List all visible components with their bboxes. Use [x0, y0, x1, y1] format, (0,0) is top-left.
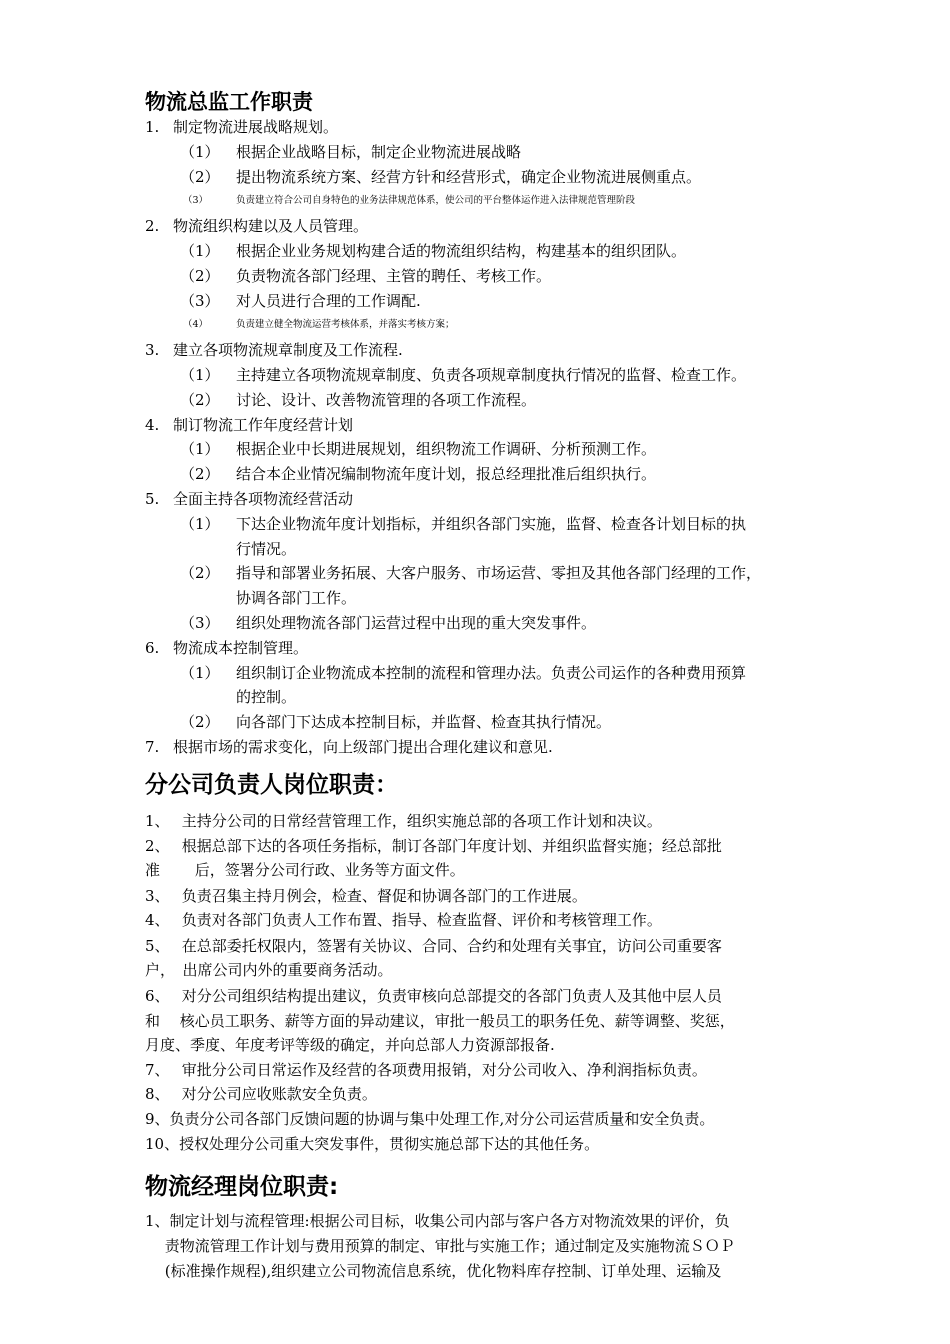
item-text: 制订物流工作年度经营计划 [173, 415, 354, 434]
duty-line: 8、 对分公司应收账款安全负责。 [145, 1085, 377, 1103]
duty-line: 4、 负责对各部门负责人工作布置、指导、检查监督、评价和考核管理工作。 [145, 911, 662, 929]
sub-item-text: 根据企业业务规划构建合适的物流组织结构，构建基本的组织团队。 [236, 242, 687, 260]
sub-item-number: （3） [180, 291, 220, 310]
duty-line: 准 后，签署分公司行政、业务等方面文件。 [145, 861, 465, 879]
sub-item-text: 组织制订企业物流成本控制的流程和管理办法。负责公司运作的各种费用预算 [236, 663, 747, 682]
sub-item-number: （1） [180, 514, 220, 533]
sub-item-number: （4） [183, 319, 209, 331]
duty-line: 2、 根据总部下达的各项任务指标，制订各部门年度计划、并组织监督实施；经总部批 [145, 837, 722, 855]
duty-line: 和 核心员工职务、薪等方面的异动建议，审批一般员工的职务任免、薪等调整、奖惩， [145, 1012, 735, 1030]
item-text: 制定物流进展战略规划。 [173, 118, 339, 136]
sub-item-text: 负责物流各部门经理、主管的聘任、考核工作。 [236, 266, 552, 285]
item-text: 物流成本控制管理。 [173, 638, 309, 657]
sub-item-number: （2） [180, 167, 220, 186]
sub-item-text: 的控制。 [236, 688, 297, 707]
sub-item-text: 讨论、设计、改善物流管理的各项工作流程。 [236, 390, 537, 409]
sub-item-text: 对人员进行合理的工作调配. [236, 291, 421, 310]
item-number: 5. [145, 490, 160, 508]
duty-line: 1、制定计划与流程管理:根据公司目标，收集公司内部与客户各方对物流效果的评价，负 [145, 1212, 730, 1230]
sub-item-text: 下达企业物流年度计划指标，并组织各部门实施，监督、检查各计划目标的执 [236, 514, 747, 533]
duty-line: 月度、季度、年度考评等级的确定，并向总部人力资源部报备. [145, 1036, 555, 1054]
item-text: 建立各项物流规章制度及工作流程. [173, 341, 403, 360]
item-text: 根据市场的需求变化，向上级部门提出合理化建议和意见. [173, 738, 553, 756]
sub-item-number: （1） [180, 366, 220, 384]
duty-line: 6、 对分公司组织结构提出建议，负责审核向总部提交的各部门负责人及其他中层人员 [145, 987, 722, 1005]
sub-item-text: 结合本企业情况编制物流年度计划，报总经理批准后组织执行。 [236, 465, 657, 484]
sub-item-number: （1） [180, 242, 220, 260]
item-text: 物流组织构建以及人员管理。 [173, 217, 369, 236]
duty-line: 9、负责分公司各部门反馈问题的协调与集中处理工作,对分公司运营质量和安全负责。 [145, 1110, 715, 1128]
sub-item-text: 向各部门下达成本控制目标，并监督、检查其执行情况。 [236, 713, 612, 732]
sub-item-number: （3） [180, 614, 220, 632]
sub-item-text: 根据企业中长期进展规划，组织物流工作调研、分析预测工作。 [236, 440, 657, 459]
duty-line: (标准操作规程),组织建立公司物流信息系统，优化物料库存控制、订单处理、运输及 [145, 1262, 722, 1280]
section1-title: 物流总监工作职责 [145, 90, 313, 114]
duty-line: 责物流管理工作计划与费用预算的制定、审批与实施工作；通过制定及实施物流ＳＯＰ [145, 1237, 735, 1255]
sub-item-number: （1） [180, 663, 220, 682]
item-number: 6. [145, 638, 160, 657]
sub-item-text: 提出物流系统方案、经营方针和经营形式，确定企业物流进展侧重点。 [236, 167, 702, 186]
sub-item-number: （2） [180, 390, 220, 409]
duty-line: 户， 出席公司内外的重要商务活动。 [145, 961, 393, 979]
duty-line: 5、 在总部委托权限内，签署有关协议、合同、合约和处理有关事宜，访问公司重要客 [145, 937, 722, 955]
sub-item-number: （3） [183, 195, 209, 207]
sub-item-number: （2） [180, 266, 220, 285]
item-number: 2. [145, 217, 160, 236]
sub-item-text: 负责建立健全物流运营考核体系，并落实考核方案； [236, 319, 455, 331]
sub-item-number: （1） [180, 142, 220, 161]
sub-item-text: 组织处理物流各部门运营过程中出现的重大突发事件。 [236, 614, 597, 632]
duty-line: 10、授权处理分公司重大突发事件，贯彻实施总部下达的其他任务。 [145, 1135, 600, 1153]
sub-item-number: （2） [180, 564, 220, 583]
duty-line: 1、 主持分公司的日常经营管理工作，组织实施总部的各项工作计划和决议。 [145, 812, 662, 830]
item-number: 3. [145, 341, 160, 360]
duty-line: 7、 审批分公司日常运作及经营的各项费用报销，对分公司收入、净利润指标负责。 [145, 1061, 707, 1079]
section3-title: 物流经理岗位职责: [145, 1174, 339, 1200]
sub-item-text: 负责建立符合公司自身特色的业务法律规范体系，使公司的平台整体运作进入法律规范管理阶段 [236, 195, 636, 207]
sub-item-number: （2） [180, 465, 220, 484]
item-number: 1. [145, 118, 160, 136]
sub-item-text: 根据企业战略目标，制定企业物流进展战略 [236, 142, 522, 161]
duty-line: 3、 负责召集主持月例会，检查、督促和协调各部门的工作进展。 [145, 887, 587, 905]
item-number: 4. [145, 415, 160, 434]
sub-item-number: （2） [180, 713, 220, 732]
item-text: 全面主持各项物流经营活动 [173, 490, 354, 508]
sub-item-text: 协调各部门工作。 [236, 589, 357, 608]
section2-title: 分公司负责人岗位职责： [145, 772, 398, 798]
item-number: 7. [145, 738, 160, 756]
sub-item-text: 行情况。 [236, 539, 297, 558]
sub-item-text: 指导和部署业务拓展、大客户服务、市场运营、零担及其他各部门经理的工作， [236, 564, 762, 583]
sub-item-number: （1） [180, 440, 220, 459]
sub-item-text: 主持建立各项物流规章制度、负责各项规章制度执行情况的监督、检查工作。 [236, 366, 747, 384]
